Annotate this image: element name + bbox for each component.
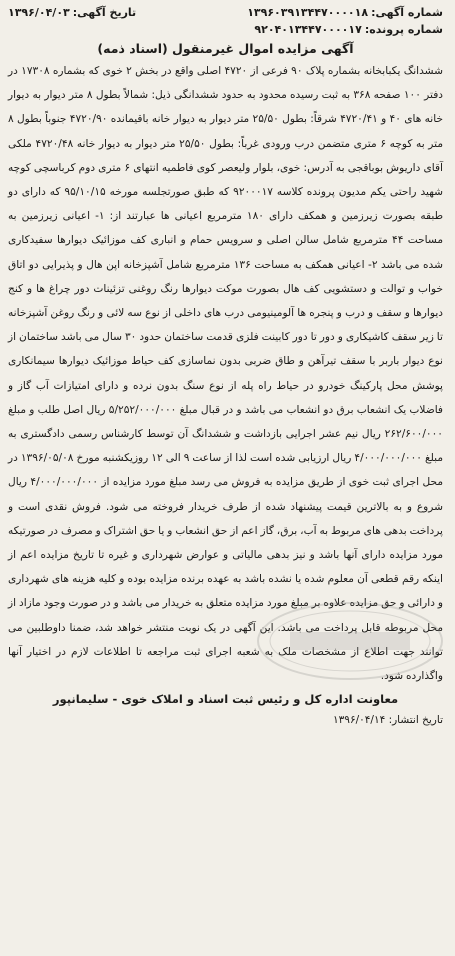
notice-body-text: ششدانگ یکبابخانه بشماره پلاک ۹۰ فرعی از ۴۷۲۰ اصلی واقع در بخش ۲ خوی که بشماره ۱۷۳۰۸ در دفتر ۱۰۰ صفحه ۳۶۸ به ثبت رسیده محدود به حدود ششدانگی ذیل: شمالاً بطول ۸ متر دیوار به دیوار خانه های ۴۰ و ۴۷۲۰/۴۱ شرقاً: بطول ۲۵/۵۰ متر دیوار به دیوار خانه باقیمانده ۴۷۲۰/۹۰ جنوباً بطول ۸ متر به کوچه ۶ متری متضمن درب ورودی غرباً: بطول ۲۵/۵۰ متر دیوار به دیوار خانه ۴۷۲۰/۴۸ ملکی آقای داریوش بوباقجی به آدرس: خوی، بلوار ولیعصر کوی فاطمیه انتهای ۶ متری دوم کرباسچی کوچه شهید راحتی یکم مدیون پرونده کلاسه ۹۲۰۰۰۱۷ که طبق صورتجلسه مورخه ۹۵/۱۰/۱۵ که دارای دو طبقه بصورت زیرزمین و همکف دارای ۱۸۰ مترمربع اعیانی ها عبارتند از: ۱- اعیانی زیرزمین به مساحت ۴۴ مترمربع شامل سالن اصلی و سرویس حمام و انباری کف موزائیک دیوارها سفیدکاری شده می باشد ۲- اعیانی همکف به مساحت ۱۳۶ مترمربع شامل آشپزخانه اپن هال و پذیرایی دو اتاق خواب و توالت و دستشویی کف هال بصورت موکت دیوارها رنگ روغنی تزئینات دور چراغ ها و کنج دیوارها و سقف و درب و پنجره ها آلومینیومی درب های داخلی از نوع سه لائی و رنگ روغن آشپزخانه تا زیر سقف کاشیکاری و دور تا دور کابینت فلزی قدمت ساختمان حدود ۳۰ سال می باشد ساختمان از نوع دیوار باربر با سقف تیرآهن و طاق ضربی بدون نماسازی کف حیاط موزائیک دیوارها سیمانکاری پوشش محل پارکینگ خودرو در حیاط راه پله از نوع سنگ بدون نرده و دارای امتیازات آب گاز و فاضلاب یک انشعاب برق دو انشعاب می باشد و در قبال مبلغ ۵/۲۵۲/۰۰۰/۰۰۰ ریال اصل طلب و مبلغ ۲۶۲/۶۰۰/۰۰۰ ریال نیم عشر اجرایی بازداشت و ششدانگ آن توسط کارشناس رسمی دادگستری به مبلغ ۴/۰۰۰/۰۰۰/۰۰۰ ریال ارزیابی شده است لذا از ساعت ۹ الی ۱۲ روزیکشنبه مورخ ۱۳۹۶/۰۵/۰۸ در محل اجرای ثبت خوی از طریق مزایده به فروش می رسد مبلغ مورد مزایده از ۴/۰۰۰/۰۰۰/۰۰۰ ریال شروع و به بالاترین قیمت پیشنهاد شده از طرف خریدار فروخته می شود. فروش نقدی است و پرداخت بدهی های مربوط به آب، برق، گاز اعم از حق انشعاب و یا حق اشتراک و مصرف در صورتیکه مورد مزایده دارای آنها باشد و نیز بدهی مالیاتی و عوارض شهرداری و غیره تا تاریخ مزایده اعم از اینکه رقم قطعی آن معلوم شده یا نشده باشد به عهده برنده مزایده بوده و کلیه هزینه های شهرداری و دارائی و حق مزایده علاوه بر مبلغ مورد مزایده متعلق به خریدار می باشد و در صورت وجود مازاد از محل مربوطه قابل پرداخت می باشد. این آگهی در یک نوبت منتشر خواهد شد، ضمنا داوطلبین می توانند جهت اطلاع از مشخصات ملک به شعبه اجرای ثبت مراجعه تا اطلاعات لازم در اختیار آنها واگذارده شود. <box>8 65 444 683</box>
case-number <box>254 21 443 38</box>
ad-date <box>8 4 136 21</box>
header-row-case <box>8 21 443 38</box>
notice-title: آگهی مزایده اموال غیرمنقول (اسناد ذمه) <box>97 41 354 56</box>
ad-number-value: ۱۳۹۶۰۳۹۱۳۴۴۷۰۰۰۰۱۸ <box>247 6 369 19</box>
signature: معاونت اداره کل و رئیس ثبت اسناد و املاک خوی - سلیمانپور <box>52 692 399 707</box>
publish-date <box>8 711 443 729</box>
ad-date-label: تاریخ آگهی: <box>72 6 137 19</box>
ad-date-value: ۱۳۹۶/۰۴/۰۳ <box>8 6 70 19</box>
case-number-value: ۹۲۰۴۰۱۳۴۴۷۰۰۰۰۱۷ <box>254 23 362 36</box>
publish-date-value: ۱۳۹۶/۰۴/۱۴ <box>333 714 386 727</box>
ad-number <box>247 4 443 21</box>
notice-body <box>8 59 443 688</box>
ad-number-label: شماره آگهی: <box>371 6 443 19</box>
publish-date-label: تاریخ انتشار: <box>388 714 443 727</box>
header-row-top <box>8 4 443 21</box>
case-number-label: شماره پرونده: <box>364 23 443 36</box>
